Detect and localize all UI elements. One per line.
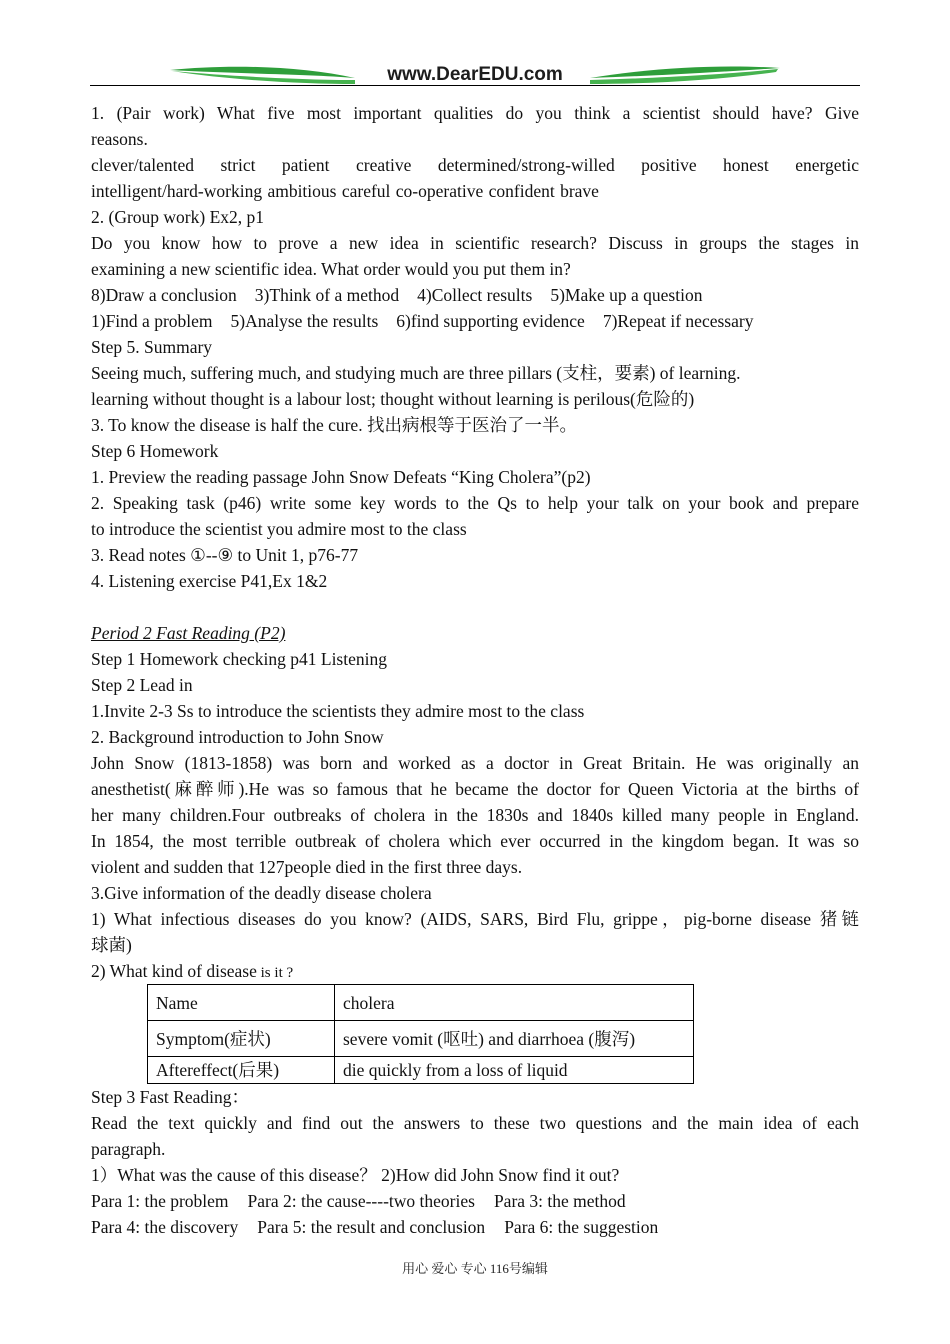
fast-reading-questions: 1）What was the cause of this disease？ 2)How did John Snow find it out? xyxy=(91,1165,620,1185)
homework-1: 1. Preview the reading passage John Snow Defeats “King Cholera”(p2) xyxy=(91,467,591,487)
table-cell: severe vomit (呕吐) and diarrhoea (腹泻) xyxy=(335,1021,694,1057)
summary-line2: learning without thought is a labour lost; thought without learning is perilous(危险的) xyxy=(91,389,695,409)
table-row xyxy=(148,1057,694,1084)
q2-text-line1: Do you know how to prove a new idea in scientific research? Discuss in groups the stages in xyxy=(91,233,859,253)
background-line5: violent and sudden that 127people died in the first three days. xyxy=(91,857,523,877)
para-item: Para 4: the discovery xyxy=(91,1217,239,1237)
q2-text-line2: examining a new scientific idea. What order would you put them in? xyxy=(91,259,571,279)
fast-reading-line1: Read the text quickly and find out the answers to these two questions and the main idea of each xyxy=(91,1113,859,1133)
homework-3: 3. Read notes ①--⑨ to Unit 1, p76-77 xyxy=(91,545,359,565)
homework-4: 4. Listening exercise P41,Ex 1&2 xyxy=(91,571,328,591)
disease-q2-main: 2) What kind of disease xyxy=(91,961,257,981)
disease-q1-line1: 1) What infectious diseases do you know? (AIDS, SARS, Bird Flu, grippe，pig-borne disease 猪链 xyxy=(91,909,859,929)
step3-heading: Step 3 Fast Reading： xyxy=(91,1087,249,1107)
summary-line3: 3. To know the disease is half the cure. 找出病根等于医治了一半。 xyxy=(91,415,577,435)
stage-item: 7)Repeat if necessary xyxy=(602,311,754,331)
q2-title: 2. (Group work) Ex2, p1 xyxy=(91,207,265,227)
para-item: Para 2: the cause----two theories xyxy=(247,1191,475,1211)
p2-step1: Step 1 Homework checking p41 Listening xyxy=(91,649,387,669)
stage-item: 3)Think of a method xyxy=(254,285,400,305)
step6-heading: Step 6 Homework xyxy=(91,441,219,461)
para-item: Para 3: the method xyxy=(493,1191,626,1211)
table-cell: Name xyxy=(148,985,335,1021)
disease-q1-line2: 球菌) xyxy=(91,935,132,955)
homework-2-line2: to introduce the scientist you admire most to the class xyxy=(91,519,467,539)
page-footer: 用心 爱心 专心 116号编辑 xyxy=(402,1261,548,1276)
table-cell: cholera xyxy=(335,985,694,1021)
header-divider xyxy=(90,85,860,86)
header-logo-text: www.DearEDU.com xyxy=(387,64,563,85)
background-line2: anesthetist(麻醉师).He was so famous that he became the doctor for Queen Victoria at the births of xyxy=(91,779,859,799)
stages-row2 xyxy=(91,308,859,334)
p2-step2: Step 2 Lead in xyxy=(91,675,193,695)
table-row xyxy=(148,985,694,1021)
table-row xyxy=(148,1021,694,1057)
summary-line1: Seeing much, suffering much, and studying much are three pillars (支柱，要素) of learning. xyxy=(91,363,741,383)
fast-reading-line2: paragraph. xyxy=(91,1139,166,1159)
table-cell: die quickly from a loss of liquid xyxy=(335,1057,694,1084)
disease-q2 xyxy=(91,958,859,984)
stages-row1 xyxy=(91,282,859,308)
qualities-line2: intelligent/hard-working ambitious careful co-operative confident brave xyxy=(91,181,599,201)
background-line4: In 1854, the most terrible outbreak of cholera which ever occurred in the kingdom began. It was so xyxy=(91,831,859,851)
p2-item2: 2. Background introduction to John Snow xyxy=(91,727,384,747)
background-line1: John Snow (1813-1858) was born and worked as a doctor in Great Britain. He was originally an xyxy=(91,753,859,773)
p2-item1: 1.Invite 2-3 Ss to introduce the scientists they admire most to the class xyxy=(91,701,585,721)
paras-row1 xyxy=(91,1188,859,1214)
qualities-line1: clever/talented strict patient creative determined/strong-willed positive honest energetic xyxy=(91,155,859,175)
stage-item: 4)Collect results xyxy=(417,285,533,305)
q1-line2: reasons. xyxy=(91,129,148,149)
para-item: Para 5: the result and conclusion xyxy=(257,1217,486,1237)
p2-item3: 3.Give information of the deadly disease cholera xyxy=(91,883,432,903)
step5-heading: Step 5. Summary xyxy=(91,337,213,357)
cholera-info-table xyxy=(147,984,694,1084)
table-cell: Aftereffect(后果) xyxy=(148,1057,335,1084)
para-item: Para 1: the problem xyxy=(91,1191,229,1211)
stage-item: 1)Find a problem xyxy=(91,311,213,331)
stage-item: 5)Make up a question xyxy=(550,285,703,305)
para-item: Para 6: the suggestion xyxy=(504,1217,659,1237)
paras-row2 xyxy=(91,1214,859,1240)
homework-2-line1: 2. Speaking task (p46) write some key words to the Qs to help your talk on your book and prepare xyxy=(91,493,859,513)
spacer xyxy=(91,594,859,620)
stage-item: 6)find supporting evidence xyxy=(396,311,585,331)
q1-line1: 1. (Pair work) What five most important qualities do you think a scientist should have? Give xyxy=(91,103,859,123)
background-line3: her many children.Four outbreaks of cholera in the 1830s and 1840s killed many people in England. xyxy=(91,805,859,825)
stage-item: 8)Draw a conclusion xyxy=(91,285,237,305)
period2-title: Period 2 Fast Reading (P2) xyxy=(91,623,286,643)
table-cell: Symptom(症状) xyxy=(148,1021,335,1057)
stage-item: 5)Analyse the results xyxy=(230,311,379,331)
document-body xyxy=(91,100,859,1240)
disease-q2-small: is it ? xyxy=(256,965,294,981)
